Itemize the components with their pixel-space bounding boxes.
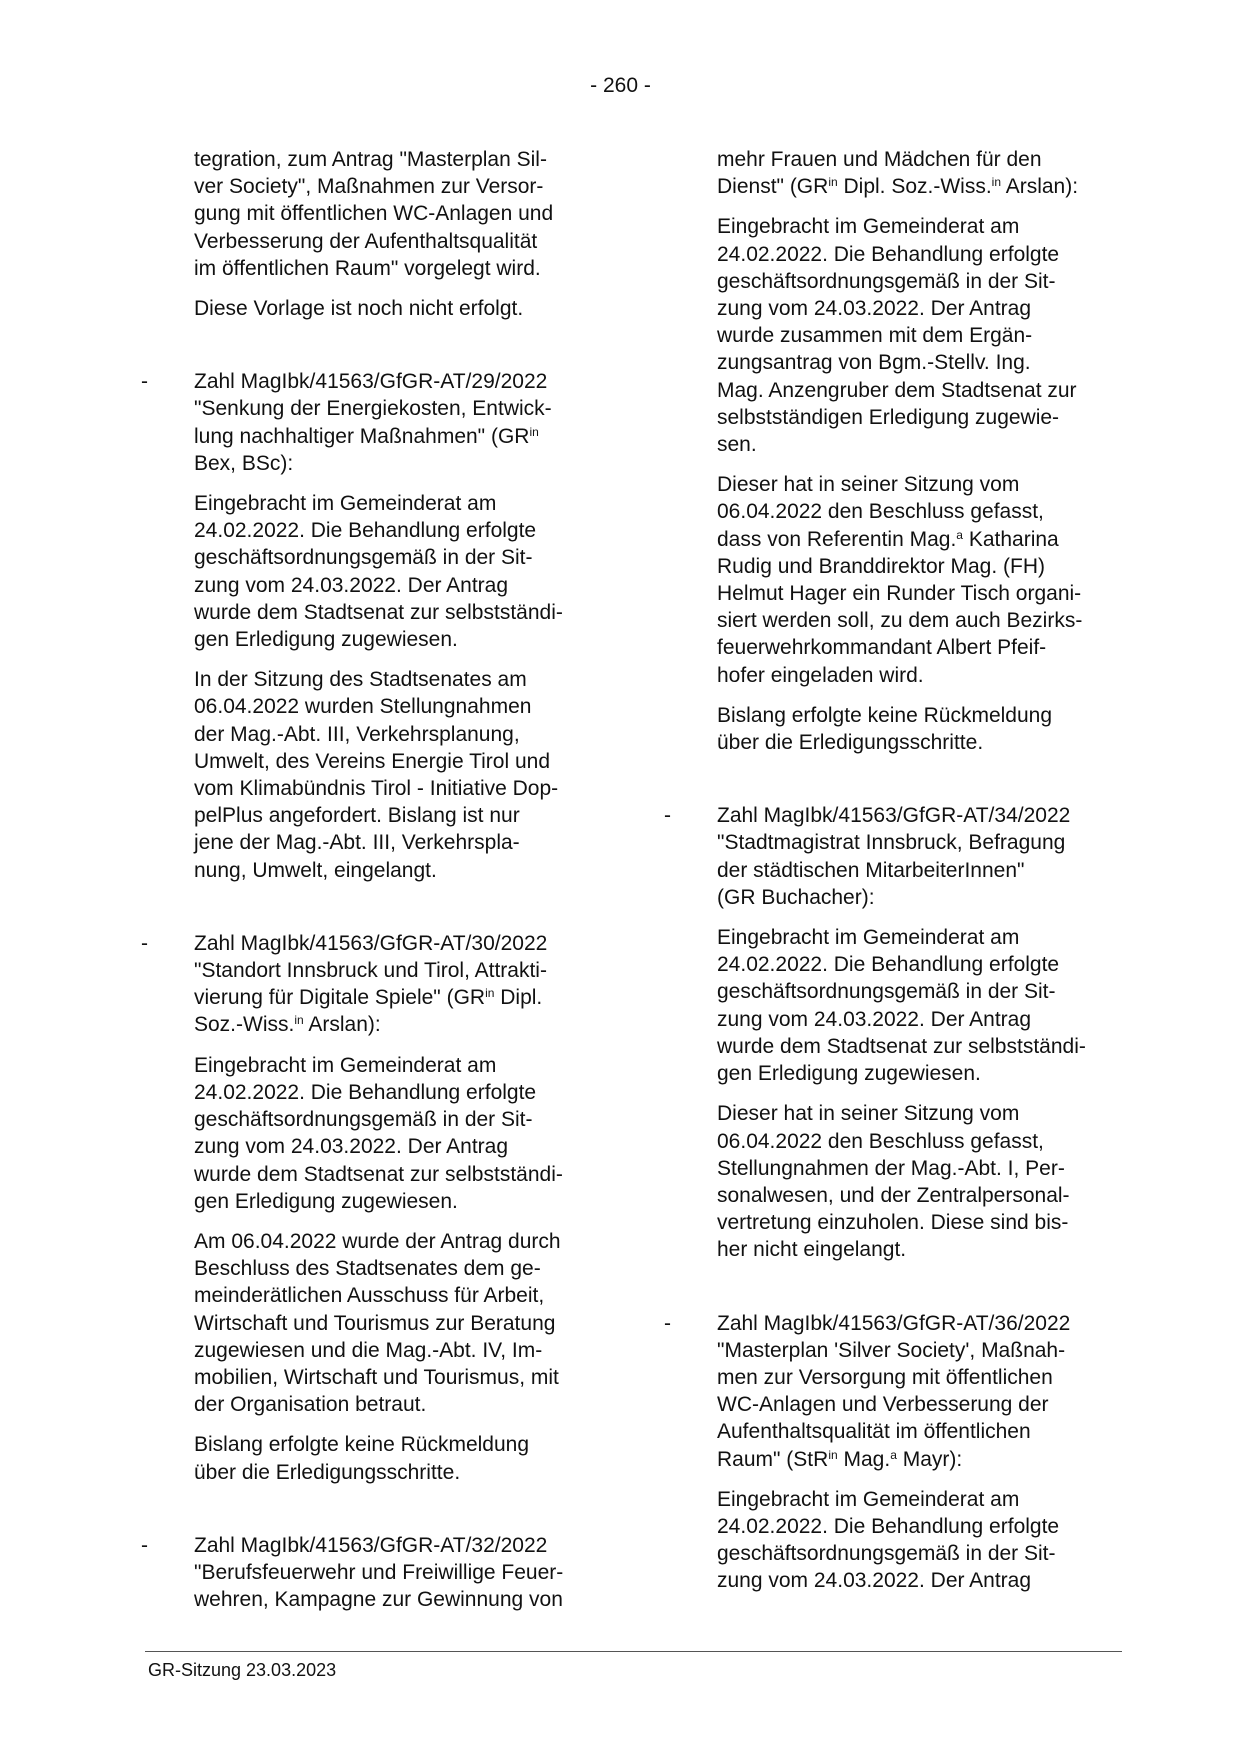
entry-29: [141, 368, 614, 884]
text-line: Stellungnahmen der Mag.-Abt. I, Per-: [717, 1156, 1065, 1180]
footer-text: GR-Sitzung 23.03.2023: [148, 1660, 337, 1680]
text-line: Verbesserung der Aufenthaltsqualität: [194, 229, 538, 253]
text-line: zung vom 24.03.2022. Der Antrag: [717, 297, 1032, 321]
superscript: in: [485, 986, 495, 1001]
text-fragment: Dienst" (GR: [717, 175, 829, 199]
text-line: Zahl MagIbk/41563/GfGR-AT/34/2022: [717, 804, 1071, 828]
text-line: "Senkung der Energiekosten, Entwick-: [194, 397, 552, 421]
text-line: geschäftsordnungsgemäß in der Sit-: [194, 1108, 533, 1132]
text-line: zung vom 24.03.2022. Der Antrag: [194, 1135, 509, 1159]
superscript: a: [956, 527, 963, 542]
text-line: Eingebracht im Gemeinderat am: [194, 1053, 497, 1077]
text-line: hofer eingeladen wird.: [717, 663, 924, 687]
text-line: Zahl MagIbk/41563/GfGR-AT/29/2022: [194, 370, 548, 394]
text-line: über die Erledigungsschritte.: [717, 731, 984, 755]
entry-heading: [717, 1310, 1133, 1473]
right-column: [664, 146, 1133, 1608]
text-fragment: dass von Referentin Mag.: [717, 527, 957, 551]
text-line: vertretung einzuholen. Diese sind bis-: [717, 1211, 1069, 1235]
text-line: im öffentlichen Raum" vorgelegt wird.: [194, 256, 541, 280]
entry-32: [141, 1532, 614, 1614]
text-line: geschäftsordnungsgemäß in der Sit-: [717, 1542, 1056, 1566]
text-line: feuerwehrkommandant Albert Pfeif-: [717, 636, 1047, 660]
text-line: Helmut Hager ein Runder Tisch organi-: [717, 582, 1082, 606]
text-line: mehr Frauen und Mädchen für den: [717, 148, 1042, 171]
paragraph: [194, 1228, 614, 1418]
text-fragment: Mag.: [837, 1447, 891, 1471]
text-line: Am 06.04.2022 wurde der Antrag durch: [194, 1229, 561, 1253]
text-line: selbstständigen Erledigung zugewie-: [717, 405, 1060, 429]
superscript: in: [828, 175, 838, 190]
entry-36: [664, 1310, 1133, 1595]
paragraph: [717, 1100, 1133, 1263]
text-line: [194, 423, 614, 450]
text-line: "Berufsfeuerwehr und Freiwillige Feuer-: [194, 1560, 564, 1584]
text-line: Rudig und Branddirektor Mag. (FH): [717, 554, 1045, 578]
text-line: der städtischen MitarbeiterInnen": [717, 858, 1025, 882]
paragraph: [717, 213, 1133, 458]
text-line: 06.04.2022 wurden Stellungnahmen: [194, 695, 532, 719]
text-line: zungsantrag von Bgm.-Stellv. Ing.: [717, 351, 1031, 375]
text-line: Bex, BSc):: [194, 451, 294, 475]
text-line: Bislang erfolgte keine Rückmeldung: [194, 1433, 530, 1457]
list-dash: -: [664, 804, 671, 828]
text-line: nung, Umwelt, eingelangt.: [194, 858, 437, 882]
text-line: Zahl MagIbk/41563/GfGR-AT/32/2022: [194, 1533, 548, 1557]
text-line: 24.02.2022. Die Behandlung erfolgte: [194, 1080, 537, 1104]
text-line: "Masterplan 'Silver Society', Maßnah-: [717, 1338, 1066, 1362]
text-line: pelPlus angefordert. Bislang ist nur: [194, 804, 520, 828]
text-line: mobilien, Wirtschaft und Tourismus, mit: [194, 1365, 559, 1389]
text-line: gung mit öffentlichen WC-Anlagen und: [194, 202, 554, 226]
text-fragment: Dipl. Soz.-Wiss.: [837, 175, 992, 199]
list-dash: -: [141, 370, 148, 394]
text-line: Dieser hat in seiner Sitzung vom: [717, 473, 1020, 497]
paragraph: [194, 295, 614, 322]
paragraph: [194, 1431, 614, 1485]
text-line: 24.02.2022. Die Behandlung erfolgte: [717, 953, 1060, 977]
text-line: wurde dem Stadtsenat zur selbstständi-: [717, 1034, 1086, 1058]
text-line: (GR Buchacher):: [717, 885, 875, 909]
text-line: gen Erledigung zugewiesen.: [717, 1062, 981, 1086]
paragraph: [194, 490, 614, 653]
text-line: jene der Mag.-Abt. III, Verkehrspla-: [194, 831, 520, 855]
list-dash: -: [141, 1533, 148, 1557]
text-line: sen.: [717, 433, 757, 457]
list-dash: -: [141, 931, 148, 955]
paragraph: [717, 471, 1133, 689]
text-line: Eingebracht im Gemeinderat am: [717, 215, 1020, 239]
page-number: - 260 -: [590, 74, 651, 97]
text-line: "Stadtmagistrat Innsbruck, Befragung: [717, 831, 1066, 855]
text-line: Eingebracht im Gemeinderat am: [194, 492, 497, 516]
text-line: ver Society", Maßnahmen zur Versor-: [194, 175, 544, 199]
text-fragment: Mayr):: [896, 1447, 963, 1471]
entry-heading: [194, 1532, 614, 1614]
paragraph: [717, 1486, 1133, 1595]
text-line: wurde zusammen mit dem Ergän-: [717, 324, 1033, 348]
text-fragment: lung nachhaltiger Maßnahmen" (GR: [194, 424, 530, 448]
paragraph: [194, 1052, 614, 1215]
text-fragment: Arslan):: [303, 1013, 381, 1037]
text-line: Zahl MagIbk/41563/GfGR-AT/36/2022: [717, 1311, 1071, 1335]
text-line: 24.02.2022. Die Behandlung erfolgte: [717, 242, 1060, 266]
text-line: 06.04.2022 den Beschluss gefasst,: [717, 500, 1044, 524]
text-line: Zahl MagIbk/41563/GfGR-AT/30/2022: [194, 931, 548, 955]
text-line: geschäftsordnungsgemäß in der Sit-: [194, 546, 533, 570]
text-line: geschäftsordnungsgemäß in der Sit-: [717, 269, 1056, 293]
text-line: wurde dem Stadtsenat zur selbstständi-: [194, 1162, 563, 1186]
superscript: in: [828, 1447, 838, 1462]
text-line: Aufenthaltsqualität im öffentlichen: [717, 1420, 1031, 1444]
superscript: in: [294, 1013, 304, 1028]
text-line: Eingebracht im Gemeinderat am: [717, 1487, 1020, 1511]
text-line: Dieser hat in seiner Sitzung vom: [717, 1102, 1020, 1126]
text-fragment: vierung für Digitale Spiele" (GR: [194, 986, 486, 1010]
text-line: über die Erledigungsschritte.: [194, 1460, 461, 1484]
text-line: Eingebracht im Gemeinderat am: [717, 926, 1020, 950]
text-line: Wirtschaft und Tourismus zur Beratung: [194, 1311, 556, 1335]
text-line: her nicht eingelangt.: [717, 1238, 907, 1262]
entry-heading: [717, 802, 1133, 911]
text-line: WC-Anlagen und Verbesserung der: [717, 1393, 1049, 1417]
left-column: [141, 146, 614, 1626]
text-line: gen Erledigung zugewiesen.: [194, 1189, 458, 1213]
text-line: [717, 173, 1133, 200]
paragraph: [194, 146, 614, 282]
footer-rule: [145, 1651, 1122, 1652]
text-line: sonalwesen, und der Zentralpersonal-: [717, 1183, 1070, 1207]
text-line: Diese Vorlage ist noch nicht erfolgt.: [194, 297, 524, 321]
text-line: "Standort Innsbruck und Tirol, Attrakti-: [194, 959, 547, 983]
text-fragment: Arslan):: [1001, 175, 1079, 199]
paragraph: [717, 702, 1133, 756]
list-dash: -: [664, 1311, 671, 1335]
text-line: zung vom 24.03.2022. Der Antrag: [194, 573, 509, 597]
text-line: meinderätlichen Ausschuss für Arbeit,: [194, 1284, 545, 1308]
text-line: 24.02.2022. Die Behandlung erfolgte: [194, 519, 537, 543]
text-line: wurde dem Stadtsenat zur selbstständi-: [194, 600, 563, 624]
text-fragment: Raum" (StR: [717, 1447, 829, 1471]
entry-34: [664, 802, 1133, 1263]
text-line: men zur Versorgung mit öffentlichen: [717, 1365, 1053, 1389]
entry-heading: [194, 368, 614, 477]
text-line: Mag. Anzengruber dem Stadtsenat zur: [717, 378, 1077, 402]
text-line: 06.04.2022 den Beschluss gefasst,: [717, 1129, 1044, 1153]
entry-30: [141, 930, 614, 1486]
text-line: Beschluss des Stadtsenates dem ge-: [194, 1257, 541, 1281]
text-line: Bislang erfolgte keine Rückmeldung: [717, 703, 1053, 727]
superscript: in: [529, 424, 539, 439]
text-line: [717, 526, 1133, 553]
text-line: [194, 984, 614, 1011]
text-line: der Mag.-Abt. III, Verkehrsplanung,: [194, 722, 520, 746]
text-line: [717, 1446, 1133, 1473]
text-line: gen Erledigung zugewiesen.: [194, 628, 458, 652]
superscript: in: [991, 175, 1002, 190]
paragraph: [717, 924, 1133, 1087]
entry-heading: [194, 930, 614, 1039]
text-line: zung vom 24.03.2022. Der Antrag: [717, 1569, 1032, 1593]
text-line: Umwelt, des Vereins Energie Tirol und: [194, 749, 551, 773]
text-fragment: Katharina: [962, 527, 1059, 551]
paragraph: [194, 666, 614, 884]
text-line: In der Sitzung des Stadtsenates am: [194, 668, 527, 692]
text-line: tegration, zum Antrag "Masterplan Sil-: [194, 148, 547, 171]
text-line: vom Klimabündnis Tirol - Initiative Dop-: [194, 777, 559, 801]
text-line: zugewiesen und die Mag.-Abt. IV, Im-: [194, 1338, 543, 1362]
text-line: wehren, Kampagne zur Gewinnung von: [194, 1588, 563, 1612]
text-line: geschäftsordnungsgemäß in der Sit-: [717, 980, 1056, 1004]
text-fragment: Dipl.: [494, 986, 543, 1010]
text-line: der Organisation betraut.: [194, 1393, 427, 1417]
text-fragment: Soz.-Wiss.: [194, 1013, 295, 1037]
text-line: zung vom 24.03.2022. Der Antrag: [717, 1007, 1032, 1031]
entry-heading-continued: [717, 146, 1133, 200]
text-line: siert werden soll, zu dem auch Bezirks-: [717, 609, 1083, 633]
text-line: [194, 1011, 614, 1038]
text-line: 24.02.2022. Die Behandlung erfolgte: [717, 1514, 1060, 1538]
superscript: a: [890, 1447, 897, 1462]
